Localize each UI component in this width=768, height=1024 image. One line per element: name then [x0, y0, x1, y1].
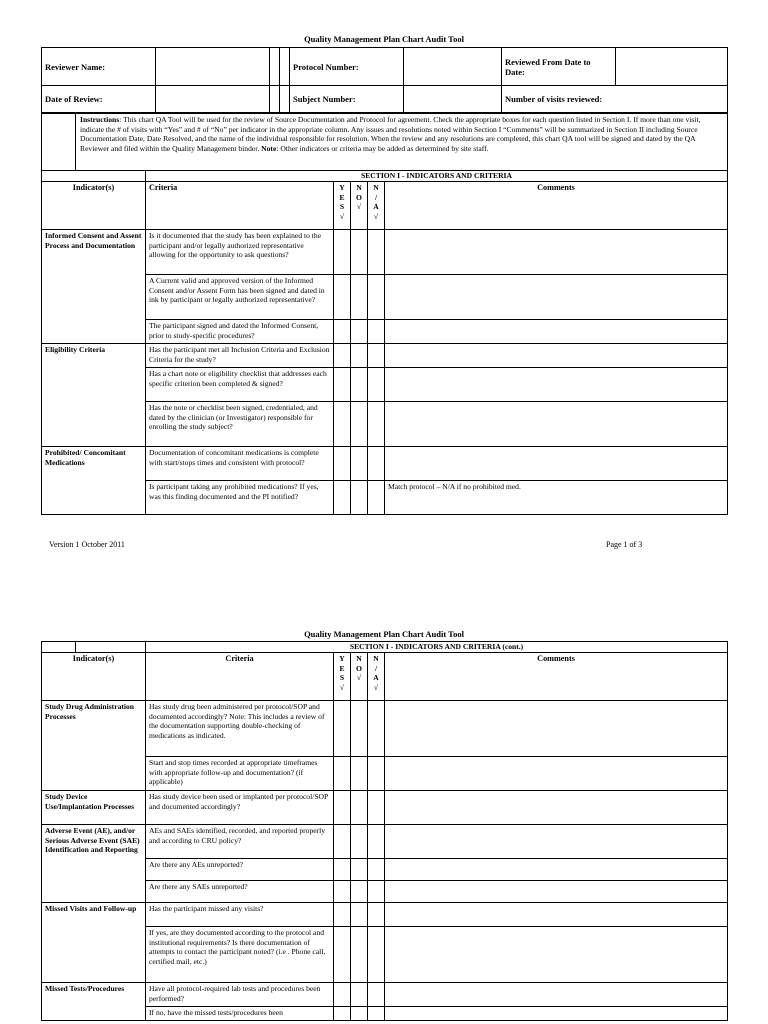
protocol-number-label: Protocol Number:: [290, 48, 404, 86]
na-checkbox[interactable]: [368, 791, 385, 825]
indicator-missed-visits: Missed Visits and Follow-up: [42, 903, 146, 983]
no-checkbox[interactable]: [351, 368, 368, 402]
criteria-cell: The participant signed and dated the Informed Consent, prior to study-specific procedures?: [146, 320, 334, 344]
comment-field[interactable]: [385, 881, 728, 903]
comment-field[interactable]: Match protocol – N/A if no prohibited med.: [385, 481, 728, 515]
indicator-study-device: Study Device Use/Implantation Processes: [42, 791, 146, 825]
no-checkbox[interactable]: [351, 791, 368, 825]
yes-checkbox[interactable]: [334, 368, 351, 402]
reviewed-from-label: Reviewed From Date to Date:: [502, 48, 616, 86]
comment-field[interactable]: [385, 230, 728, 275]
indicator-missed-tests: Missed Tests/Procedures: [42, 983, 146, 1021]
instructions-label: Instructions: [80, 115, 120, 124]
comment-field[interactable]: [385, 927, 728, 983]
yes-checkbox[interactable]: [334, 402, 351, 447]
yes-checkbox[interactable]: [334, 757, 351, 791]
yes-checkbox[interactable]: [334, 903, 351, 927]
na-checkbox[interactable]: [368, 903, 385, 927]
comment-field[interactable]: [385, 1007, 728, 1021]
yes-checkbox[interactable]: [334, 1007, 351, 1021]
yes-checkbox[interactable]: [334, 881, 351, 903]
yes-checkbox[interactable]: [334, 320, 351, 344]
criteria-cell: Start and stop times recorded at appropriate timeframes with appropriate follow-up and documentation? (if applicable): [146, 757, 334, 791]
criteria-cell: A Current valid and approved version of the Informed Consent and/or Assent Form has been signed and dated in ink by participant or legally authorized representative?: [146, 275, 334, 320]
col-no: N O √: [351, 653, 368, 701]
col-yes: Y E S √: [334, 182, 351, 230]
page2-section-table: [41, 641, 728, 1021]
na-checkbox[interactable]: [368, 881, 385, 903]
criteria-cell: AEs and SAEs identified, recorded, and reported properly and according to CRU policy?: [146, 825, 334, 859]
criteria-cell: Have all protocol-required lab tests and procedures been performed?: [146, 983, 334, 1007]
comment-field[interactable]: [385, 368, 728, 402]
criteria-cell: Are there any AEs unreported?: [146, 859, 334, 881]
table-row: [42, 983, 728, 1007]
footer-page-number: Page 1 of 3: [606, 540, 643, 549]
comment-field[interactable]: [385, 275, 728, 320]
date-of-review-field[interactable]: [156, 86, 270, 113]
na-checkbox[interactable]: [368, 368, 385, 402]
table-row: [42, 825, 728, 859]
no-checkbox[interactable]: [351, 275, 368, 320]
na-checkbox[interactable]: [368, 859, 385, 881]
table-row: [42, 344, 728, 368]
criteria-cell: Has the participant met all Inclusion Criteria and Exclusion Criteria for the study?: [146, 344, 334, 368]
na-checkbox[interactable]: [368, 927, 385, 983]
criteria-cell: Is participant taking any prohibited medications? If yes, was this finding documented and the PI notified?: [146, 481, 334, 515]
yes-checkbox[interactable]: [334, 791, 351, 825]
indicator-informed-consent: Informed Consent and Assent Process and Documentation: [42, 230, 146, 344]
page1-title: Quality Management Plan Chart Audit Tool: [304, 34, 464, 44]
table-row: [42, 447, 728, 481]
comment-field[interactable]: [385, 903, 728, 927]
no-checkbox[interactable]: [351, 481, 368, 515]
criteria-cell: Has a chart note or eligibility checklist that addresses each specific criterion been completed & signed?: [146, 368, 334, 402]
indicator-medications: Prohibited/ Concomitant Medications: [42, 447, 146, 515]
table-row: [42, 230, 728, 275]
no-checkbox[interactable]: [351, 1007, 368, 1021]
indicator-eligibility: Eligibility Criteria: [42, 344, 146, 447]
section-title: SECTION I - INDICATORS AND CRITERIA: [146, 171, 728, 182]
no-checkbox[interactable]: [351, 402, 368, 447]
col-comments: Comments: [385, 653, 728, 701]
yes-checkbox[interactable]: [334, 275, 351, 320]
indicator-adverse-event: Adverse Event (AE), and/or Serious Adverse Event (SAE) Identification and Reporting: [42, 825, 146, 903]
yes-checkbox[interactable]: [334, 230, 351, 275]
na-checkbox[interactable]: [368, 320, 385, 344]
col-criteria: Criteria: [146, 653, 334, 701]
comment-field[interactable]: [385, 320, 728, 344]
col-indicators: Indicator(s): [42, 182, 146, 230]
yes-checkbox[interactable]: [334, 927, 351, 983]
no-checkbox[interactable]: [351, 859, 368, 881]
no-checkbox[interactable]: [351, 903, 368, 927]
section-title-cont: SECTION I - INDICATORS AND CRITERIA (cont.): [146, 642, 728, 653]
na-checkbox[interactable]: [368, 230, 385, 275]
comment-field[interactable]: [385, 791, 728, 825]
na-checkbox[interactable]: [368, 825, 385, 859]
col-na: N / A √: [368, 182, 385, 230]
no-checkbox[interactable]: [351, 344, 368, 368]
yes-checkbox[interactable]: [334, 983, 351, 1007]
yes-checkbox[interactable]: [334, 481, 351, 515]
na-checkbox[interactable]: [368, 701, 385, 757]
no-checkbox[interactable]: [351, 757, 368, 791]
no-checkbox[interactable]: [351, 881, 368, 903]
protocol-number-field[interactable]: [404, 48, 502, 86]
na-checkbox[interactable]: [368, 447, 385, 481]
criteria-cell: If no, have the missed tests/procedures been: [146, 1007, 334, 1021]
criteria-cell: Is it documented that the study has been explained to the participant and/or legally authorized representative allowing for the opportunity to ask questions?: [146, 230, 334, 275]
instructions-text: : This chart QA Tool will be used for the review of Source Documentation and Protocol for agreement. Check the appropriate boxes for each question listed in Section I. If more than one visit, indicate the # of visits with “Yes” and # of “No” per indicator in the appropriate column. Any issues and resolutions noted within Section I “Comments” will be summarized in Section II including Source Documentation Date, Date Resolved, and the name of the individual responsible for resolution. When the review and any resolutions are completed, this chart QA tool will be signed and dated by the QA Reviewer and filed within the Quality Management binder.: [80, 115, 701, 153]
criteria-cell: Are there any SAEs unreported?: [146, 881, 334, 903]
page2-title: Quality Management Plan Chart Audit Tool: [304, 629, 464, 639]
criteria-cell: Has study device been used or implanted per protocol/SOP and documented accordingly?: [146, 791, 334, 825]
number-of-visits-label: Number of visits reviewed:: [502, 86, 728, 113]
na-checkbox[interactable]: [368, 757, 385, 791]
comment-field[interactable]: [385, 447, 728, 481]
reviewer-name-field[interactable]: [156, 48, 270, 86]
na-checkbox[interactable]: [368, 983, 385, 1007]
no-checkbox[interactable]: [351, 447, 368, 481]
yes-checkbox[interactable]: [334, 344, 351, 368]
no-checkbox[interactable]: [351, 230, 368, 275]
na-checkbox[interactable]: [368, 344, 385, 368]
col-no: N O √: [351, 182, 368, 230]
comment-field[interactable]: [385, 701, 728, 757]
yes-checkbox[interactable]: [334, 825, 351, 859]
header-table: [41, 47, 728, 113]
na-checkbox[interactable]: [368, 481, 385, 515]
reviewer-name-label: Reviewer Name:: [42, 48, 156, 86]
indicator-study-drug: Study Drug Administration Processes: [42, 701, 146, 791]
comment-field[interactable]: [385, 757, 728, 791]
criteria-cell: Has the note or checklist been signed, credentialed, and dated by the clinician (or Investigator) responsible for enrolling the study subject?: [146, 402, 334, 447]
criteria-cell: Has study drug been administered per protocol/SOP and documented accordingly? Note: This includes a review of the documentation supporting double-checking of medications as indicated.: [146, 701, 334, 757]
no-checkbox[interactable]: [351, 701, 368, 757]
table-row: [42, 701, 728, 757]
comment-field[interactable]: [385, 344, 728, 368]
note-text: : Other indicators or criteria may be added as determined by site staff.: [276, 143, 489, 153]
subject-number-field[interactable]: [404, 86, 502, 113]
page1-section-table: [41, 113, 728, 515]
no-checkbox[interactable]: [351, 927, 368, 983]
comment-field[interactable]: [385, 983, 728, 1007]
no-checkbox[interactable]: [351, 825, 368, 859]
instructions: [76, 114, 728, 171]
reviewed-from-field[interactable]: [616, 48, 728, 86]
col-yes: Y E S √: [334, 653, 351, 701]
table-row: [42, 903, 728, 927]
table-row: [42, 791, 728, 825]
comment-field[interactable]: [385, 402, 728, 447]
yes-checkbox[interactable]: [334, 701, 351, 757]
note-label: Note: [261, 143, 277, 153]
footer-version: Version 1 October 2011: [49, 540, 125, 549]
no-checkbox[interactable]: [351, 983, 368, 1007]
criteria-cell: Documentation of concomitant medications is complete with start/stops times and consistent with protocol?: [146, 447, 334, 481]
no-checkbox[interactable]: [351, 320, 368, 344]
criteria-cell: Has the participant missed any visits?: [146, 903, 334, 927]
na-checkbox[interactable]: [368, 275, 385, 320]
col-criteria: Criteria: [146, 182, 334, 230]
na-checkbox[interactable]: [368, 402, 385, 447]
col-na: N / A √: [368, 653, 385, 701]
criteria-cell: If yes, are they documented according to the protocol and institutional requirements? Is there documentation of attempts to contact the participant noted? (i.e . Phone call, certified mail, etc.): [146, 927, 334, 983]
comment-field[interactable]: [385, 859, 728, 881]
col-indicators: Indicator(s): [42, 653, 146, 701]
na-checkbox[interactable]: [368, 1007, 385, 1021]
date-of-review-label: Date of Review:: [42, 86, 156, 113]
comment-field[interactable]: [385, 825, 728, 859]
subject-number-label: Subject Number:: [290, 86, 404, 113]
yes-checkbox[interactable]: [334, 859, 351, 881]
col-comments: Comments: [385, 182, 728, 230]
yes-checkbox[interactable]: [334, 447, 351, 481]
